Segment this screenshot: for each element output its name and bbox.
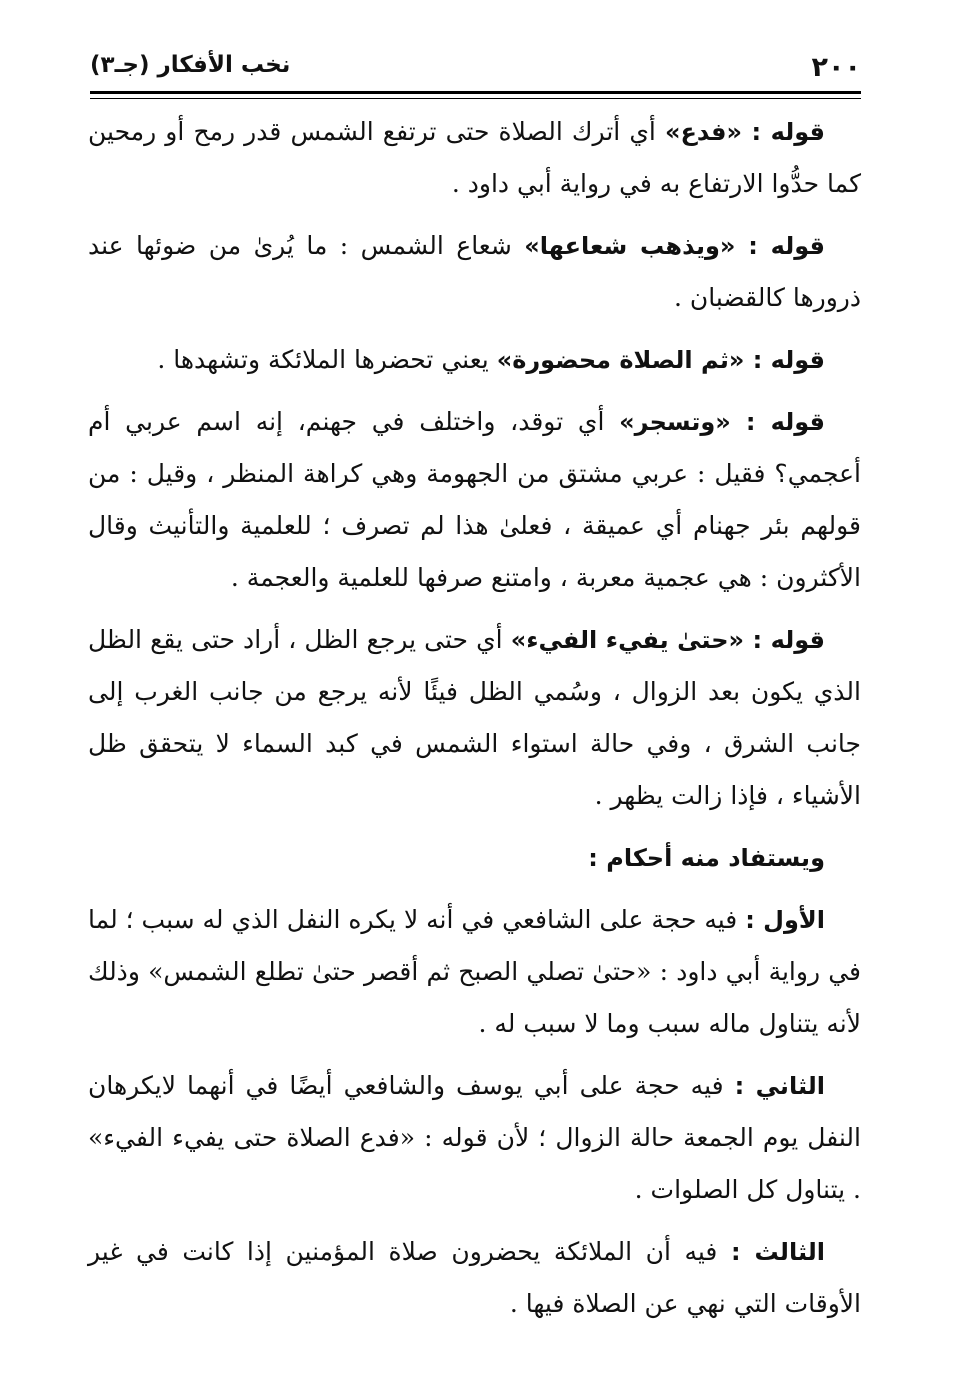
quoted-phrase: قوله : «ثم الصلاة محضورة» bbox=[496, 346, 825, 374]
book-title: نخب الأفكار (جـ٣) bbox=[90, 52, 291, 78]
ruling-paragraph bbox=[88, 894, 861, 1050]
commentary-paragraph bbox=[88, 614, 861, 822]
quoted-phrase: قوله : «فدع» bbox=[665, 118, 825, 146]
ruling-label: الثالث : bbox=[730, 1238, 825, 1266]
paragraph-text: أي حتى يرجع الظل ، أراد حتى يقع الظل الذي يكون بعد الزوال ، وسُمي الظل فيئًا لأنه يرجع من جانب الغرب إلى جانب الشرق ، وفي حالة استواء الشمس في كبد السماء لا يتحقق ظل الأشياء ، فإذا زالت يظهر . bbox=[88, 625, 861, 810]
ruling-text: فيه حجة على أبي يوسف والشافعي أيضًا في أنهما لايكرهان النفل يوم الجمعة حالة الزوال ؛ لأن قوله : «فدع الصلاة حتى يفيء الفيء» . يتناول كل الصلوات . bbox=[88, 1071, 861, 1204]
paragraph-text: أي أترك الصلاة حتى ترتفع الشمس قدر رمح أو رمحين كما حدُّوا الارتفاع به في رواية أبي داود . bbox=[88, 117, 861, 198]
commentary-paragraph bbox=[88, 106, 861, 210]
page-header bbox=[90, 48, 861, 90]
commentary-paragraph bbox=[88, 334, 861, 386]
ruling-label: الثاني : bbox=[734, 1072, 825, 1100]
ruling-paragraph bbox=[88, 1226, 861, 1330]
ruling-label: الأول : bbox=[745, 906, 825, 934]
commentary-paragraph bbox=[88, 396, 861, 604]
quoted-phrase: قوله : «ويذهب شعاعها» bbox=[524, 232, 825, 260]
ruling-text: فيه حجة على الشافعي في أنه لا يكره النفل الذي له سبب ؛ لما في رواية أبي داود : «حتىٰ تصلي الصبح ثم أقصر حتىٰ تطلع الشمس» وذلك لأنه يتناول ماله سبب وما لا سبب له . bbox=[88, 905, 861, 1038]
header-rule-thin bbox=[90, 98, 861, 99]
quoted-phrase: قوله : «وتسجر» bbox=[619, 408, 825, 436]
rulings-heading: ويستفاد منه أحكام : bbox=[588, 844, 825, 872]
paragraph-text: شعاع الشمس : ما يُرىٰ من ضوئها عند ذرورها كالقضبان . bbox=[88, 231, 861, 312]
ruling-text: فيه أن الملائكة يحضرون صلاة المؤمنين إذا كانت في غير الأوقات التي نهي عن الصلاة فيها . bbox=[88, 1237, 861, 1318]
page-body bbox=[88, 106, 861, 1340]
paragraph-text: أي توقد، واختلف في جهنم، إنه اسم عربي أم أعجمي؟ فقيل : عربي مشتق من الجهومة وهي كراهة المنظر ، وقيل : من قولهم بئر جهنام أي عميقة ، فعلىٰ هذا لم تصرف ؛ للعلمية والتأنيث وقال الأكثرون : هي عجمية معربة ، وامتنع صرفها للعلمية والعجمة . bbox=[88, 407, 861, 592]
ruling-paragraph bbox=[88, 1060, 861, 1216]
commentary-paragraph bbox=[88, 220, 861, 324]
paragraph-text: يعني تحضرها الملائكة وتشهدها . bbox=[157, 345, 497, 374]
page-number: ٢٠٠ bbox=[811, 52, 861, 83]
header-rule-thick bbox=[90, 91, 861, 94]
quoted-phrase: قوله : «حتىٰ يفيء الفيء» bbox=[510, 626, 825, 654]
